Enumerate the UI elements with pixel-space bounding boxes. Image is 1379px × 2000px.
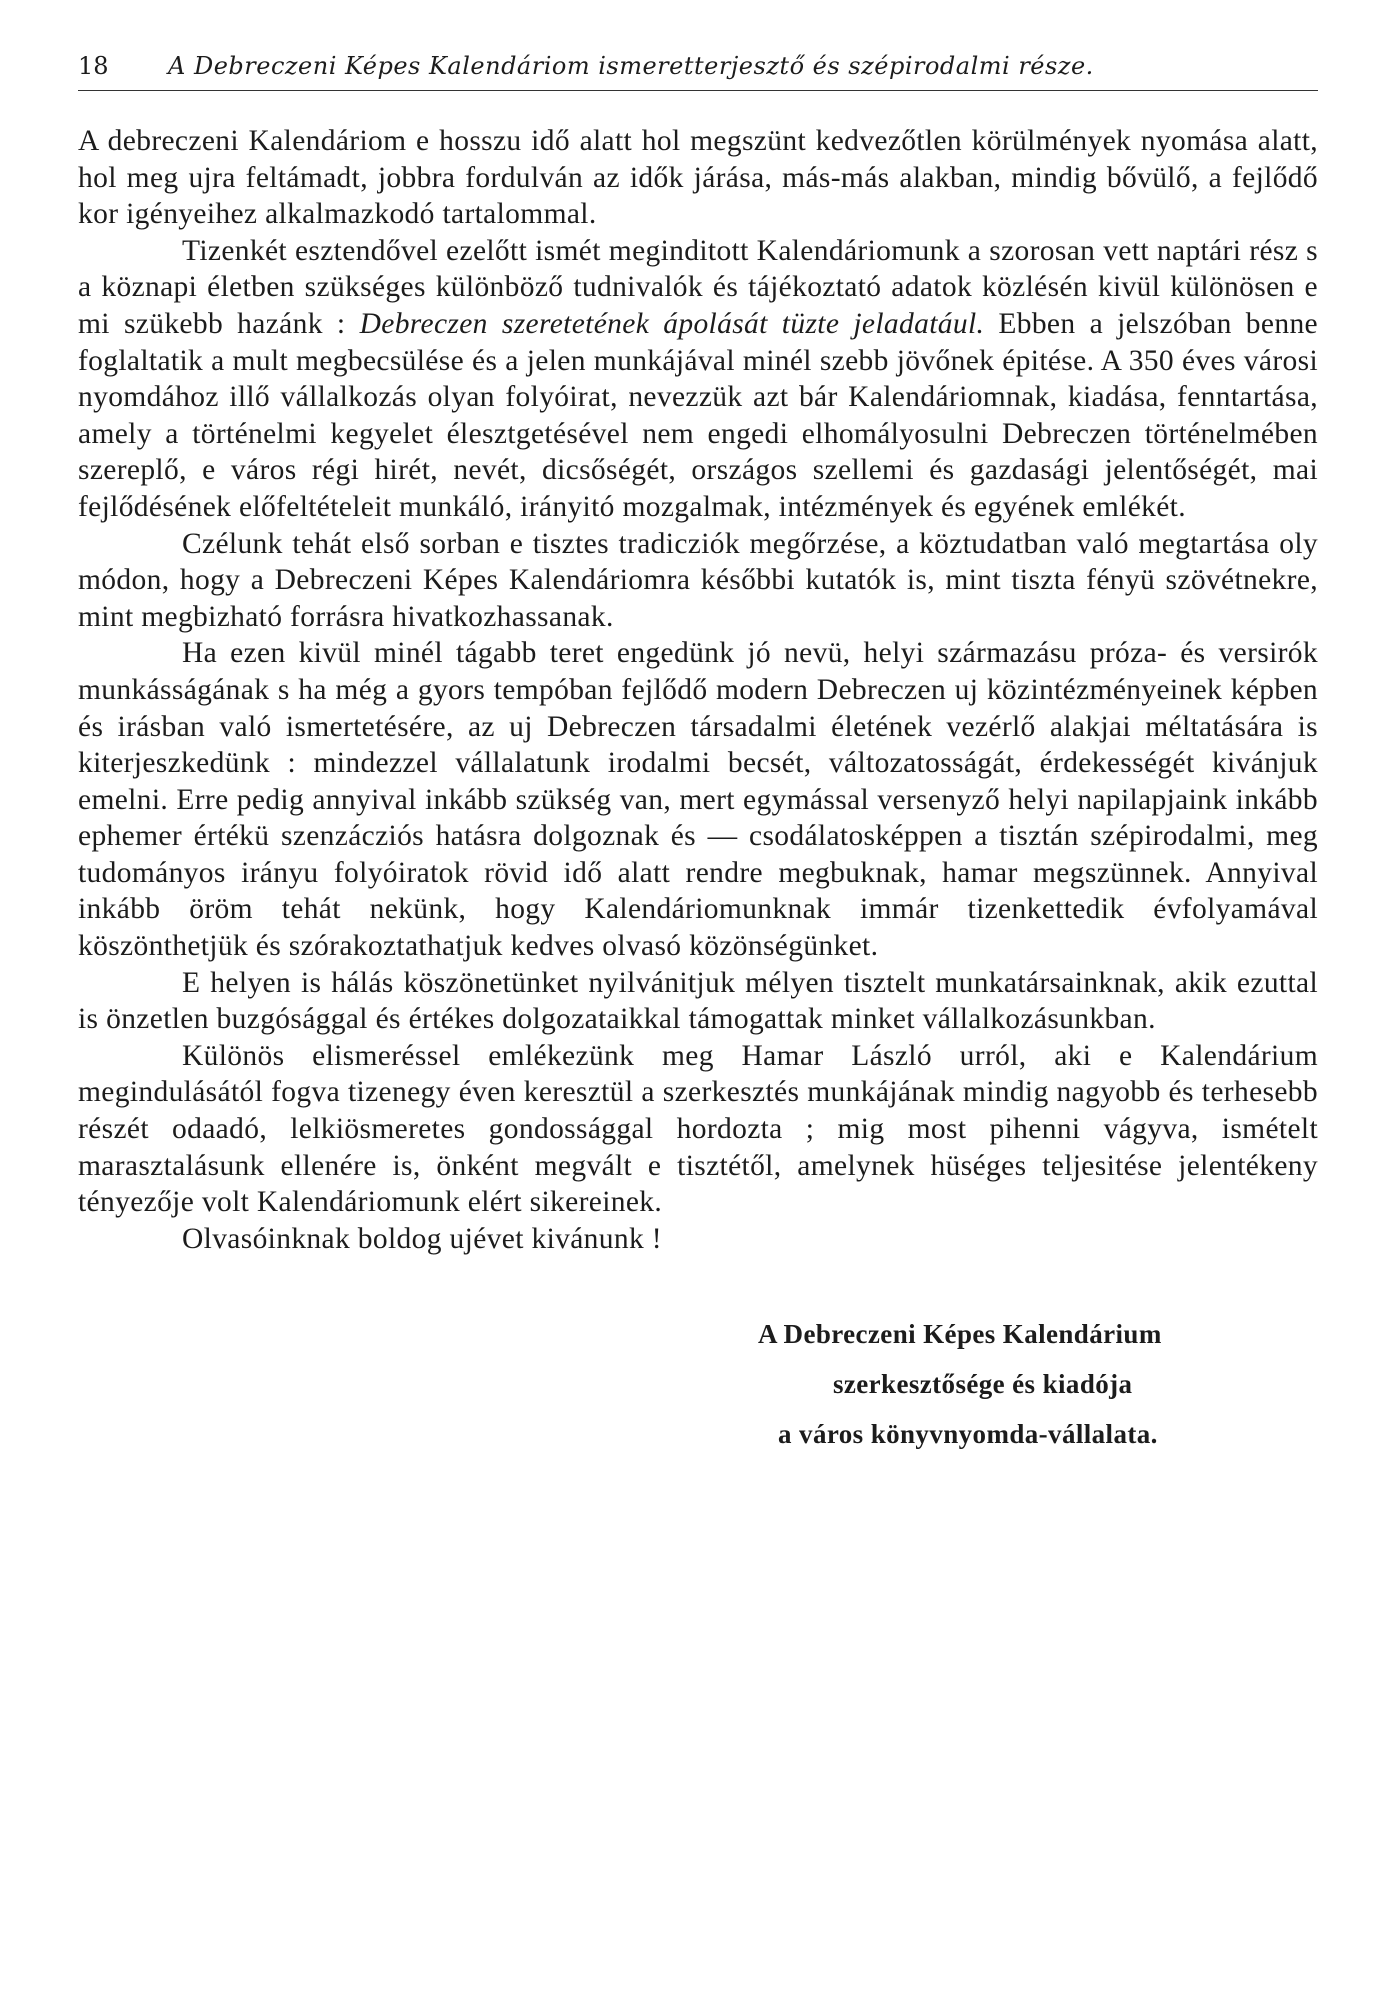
article-body bbox=[78, 123, 1318, 1257]
paragraph-mission-after: Ebben a jelszóban benne foglaltatik a mult megbecsülése és a jelen munkájával minél szebb jövőnek épitése. A 350 éves városi nyomdához illő vállalkozás olyan folyóirat, nevezzük azt bár Kalendáriomnak, kiadása, fenntartása, amely a történelmi kegyelet élesztgetésével nem engedi elhomályosulni Debreczen történelmében szereplő, e város régi hirét, nevét, dicsőségét, országos szellemi és gazdasági jelentőségét, mai fejlődésének előfeltételeit munkáló, irányitó mozgalmak, intézmények és egyének emlékét. bbox=[78, 307, 1318, 523]
page-number: 18 bbox=[78, 52, 109, 80]
paragraph-literature: Ha ezen kivül minél tágabb teret engedünk jó nevü, helyi származásu próza- és versirók munkásságának s ha még a gyors tempóban fejlődő modern Debreczen uj közintézményeinek képben és irásban való ismertetésére, az uj Debreczen társadalmi életének vezérlő alakjai méltatására is kiterjeszkedünk : mindezzel vállalatunk irodalmi becsét, változatosságát, érdekességét kivánjuk emelni. Erre pedig annyival inkább szükség van, mert egymással versenyző helyi napilapjaink inkább ephemer értékü szenzácziós hatásra dolgoznak és — csodálatosképpen a tisztán szépirodalmi, meg tudományos irányu folyóiratok rövid idő alatt rendre megbuknak, hamar megszünnek. Annyival inkább öröm tehát nekünk, hogy Kalendáriomunknak immár tizenkettedik évfolyamával köszönthetjük és szórakoztathatjuk kedves olvasó közönségünket. bbox=[78, 637, 1318, 963]
paragraph-acknowledgement: Különös elismeréssel emlékezünk meg Hamar László urról, aki e Kalendárium megindulásától fogva tizenegy éven keresztül a szerkesztés munkájának mindig nagyobb és terhesebb részét odaadó, lelkiösmeretes gondossággal hordozta ; mig most pihenni vágyva, ismételt marasztalásunk ellenére is, önként megvált e tisztétől, amelynek hüséges teljesitése jelentékeny tényezője volt Kalendáriomunk elért sikereinek. bbox=[78, 1039, 1318, 1219]
signature-line-1: A Debreczeni Képes Kalendárium bbox=[758, 1319, 1162, 1350]
motto-emphasis: Debreczen szeretetének ápolását tüzte jeladatául. bbox=[359, 307, 985, 340]
paragraph-thanks: E helyen is hálás köszönetünket nyilvánitjuk mélyen tisztelt munkatársainknak, akik ezuttal is önzetlen buzgósággal és értékes dolgozataikkal támogattak minket vállalkozásunkban. bbox=[78, 966, 1318, 1036]
page-header bbox=[78, 52, 1318, 91]
paragraph-mission bbox=[78, 233, 1318, 526]
paragraph-intro: A debreczeni Kalendáriom e hosszu idő alatt hol megszünt kedvezőtlen körülmények nyomása alatt, hol meg ujra feltámadt, jobbra fordulván az idők járása, más-más alakban, mindig bővülő, a fejlődő kor igényeihez alkalmazkodó tartalommal. bbox=[78, 125, 1318, 231]
paragraph-goal: Czélunk tehát első sorban e tisztes tradicziók megőrzése, a köztudatban való megtartása oly módon, hogy a Debreczeni Képes Kalendáriomra későbbi kutatók is, mint tiszta fényü szövétnekre, mint megbizható forrásra hivatkozhassanak. bbox=[78, 527, 1318, 633]
paragraph-new-year-wish: Olvasóinknak boldog ujévet kivánunk ! bbox=[182, 1222, 662, 1255]
signature-line-2: szerkesztősége és kiadója bbox=[833, 1369, 1133, 1400]
running-title: A Debreczeni Képes Kalendáriom ismeretterjesztő és szépirodalmi része. bbox=[168, 52, 1094, 80]
page bbox=[78, 52, 1318, 1459]
paragraph-mission-before: Tizenkét esztendővel ezelőtt ismét meginditott Kalendáriomunk a szorosan vett naptári rész s a köznapi életben szükséges különböző tudnivalók és tájékoztató adatok közlésén kivül különösen e mi szükebb hazánk : bbox=[78, 234, 1318, 340]
signature-block bbox=[78, 1309, 1318, 1459]
signature-line-3: a város könyvnyomda-vállalata. bbox=[778, 1419, 1158, 1450]
